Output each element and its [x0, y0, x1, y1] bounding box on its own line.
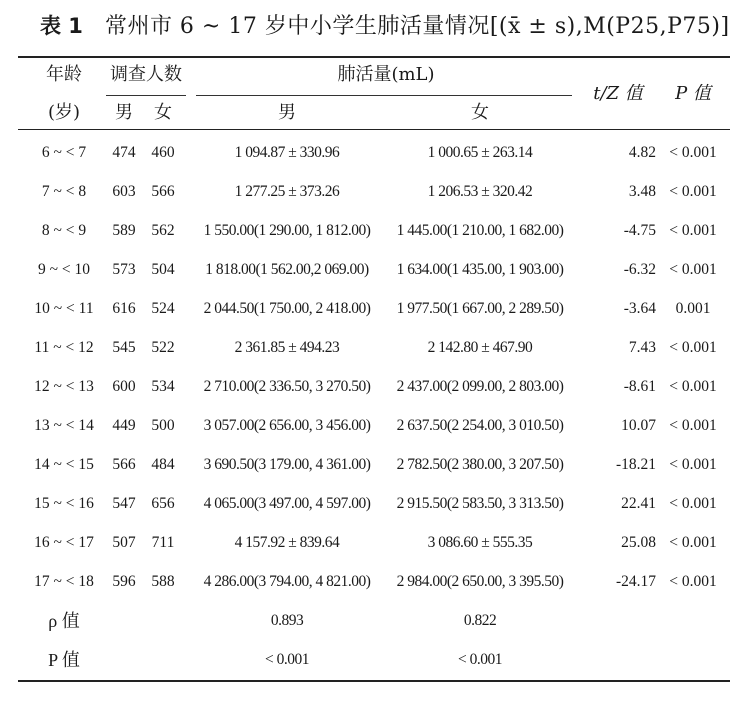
table-row — [18, 448, 730, 487]
age-cell: 17 ~ < 18 — [34, 573, 94, 590]
count-female-cell: 562 — [151, 222, 175, 239]
p-cell: < 0.001 — [669, 495, 717, 512]
capacity-male-cell: 1 550.00(1 290.00, 1 812.00) — [203, 222, 371, 239]
p-cell: < 0.001 — [669, 456, 717, 473]
table-row — [18, 214, 730, 253]
p-cell: < 0.001 — [669, 339, 717, 356]
capacity-male-cell: 1 277.25 ± 373.26 — [234, 183, 340, 200]
count-female-cell: 460 — [151, 144, 175, 161]
capacity-subrule — [196, 95, 572, 96]
header-capacity: 肺活量(mL) — [337, 64, 435, 85]
rho-male: 0.893 — [270, 612, 304, 629]
count-male-cell: 547 — [112, 495, 136, 512]
capacity-male-cell: 4 286.00(3 794.00, 4 821.00) — [203, 573, 371, 590]
header-tz: t/Z 值 — [593, 83, 643, 104]
capacity-male-cell: 1 094.87 ± 330.96 — [234, 144, 340, 161]
count-male-cell: 600 — [112, 378, 136, 395]
header-cap-female: 女 — [471, 102, 489, 123]
p-cell: < 0.001 — [669, 183, 717, 200]
capacity-male-cell: 2 710.00(2 336.50, 3 270.50) — [203, 378, 371, 395]
p-trend-label: P 值 — [48, 650, 80, 670]
capacity-female-cell: 2 637.50(2 254.00, 3 010.50) — [396, 417, 564, 434]
count-female-cell: 522 — [151, 339, 175, 356]
count-male-cell: 589 — [112, 222, 136, 239]
capacity-male-cell: 2 044.50(1 750.00, 2 418.00) — [203, 300, 371, 317]
capacity-male-cell: 3 057.00(2 656.00, 3 456.00) — [203, 417, 371, 434]
p-trend-female: < 0.001 — [458, 651, 502, 668]
age-cell: 6 ~ < 7 — [41, 144, 87, 161]
table-row — [18, 565, 730, 604]
header-age-bottom: (岁) — [47, 102, 81, 123]
capacity-female-cell: 1 445.00(1 210.00, 1 682.00) — [396, 222, 564, 239]
table-row — [18, 487, 730, 526]
tz-cell: 4.82 — [628, 144, 656, 161]
count-male-cell: 573 — [112, 261, 136, 278]
stat-row-rho — [18, 604, 730, 643]
bottom-rule — [18, 680, 730, 682]
header-age-top: 年龄 — [46, 64, 82, 85]
p-cell: < 0.001 — [669, 222, 717, 239]
p-cell: < 0.001 — [669, 417, 717, 434]
count-male-cell: 507 — [112, 534, 136, 551]
count-female-cell: 711 — [151, 534, 175, 551]
age-cell: 14 ~ < 15 — [34, 456, 94, 473]
count-male-cell: 596 — [112, 573, 136, 590]
tz-cell: -18.21 — [615, 456, 656, 473]
count-male-cell: 545 — [112, 339, 136, 356]
p-cell: < 0.001 — [669, 144, 717, 161]
header-count-female: 女 — [154, 102, 172, 123]
tz-cell: -4.75 — [623, 222, 656, 239]
count-male-cell: 474 — [112, 144, 136, 161]
count-female-cell: 484 — [151, 456, 175, 473]
capacity-female-cell: 1 977.50(1 667.00, 2 289.50) — [396, 300, 564, 317]
capacity-male-cell: 4 065.00(3 497.00, 4 597.00) — [203, 495, 371, 512]
table-row — [18, 370, 730, 409]
count-female-cell: 524 — [151, 300, 175, 317]
count-female-cell: 504 — [151, 261, 175, 278]
p-trend-male: < 0.001 — [265, 651, 309, 668]
capacity-female-cell: 1 000.65 ± 263.14 — [427, 144, 533, 161]
table-number: 表 1 — [40, 14, 83, 38]
tz-cell: -24.17 — [615, 573, 656, 590]
tz-cell: 25.08 — [621, 534, 656, 551]
table-row — [18, 409, 730, 448]
p-cell: < 0.001 — [669, 261, 717, 278]
count-male-cell: 616 — [112, 300, 136, 317]
table-row — [18, 136, 730, 175]
header-p: P 值 — [675, 83, 711, 104]
capacity-female-cell: 3 086.60 ± 555.35 — [427, 534, 533, 551]
age-cell: 7 ~ < 8 — [41, 183, 87, 200]
header-cap-male: 男 — [278, 102, 296, 123]
age-cell: 15 ~ < 16 — [34, 495, 94, 512]
rho-female: 0.822 — [463, 612, 497, 629]
tz-cell: -6.32 — [623, 261, 656, 278]
p-cell: < 0.001 — [669, 573, 717, 590]
age-cell: 10 ~ < 11 — [34, 300, 94, 317]
table-caption: 常州市 6 ~ 17 岁中小学生肺活量情况[(x̄ ± s),M(P25,P75)] — [104, 14, 730, 39]
count-female-cell: 534 — [151, 378, 175, 395]
capacity-male-cell: 2 361.85 ± 494.23 — [234, 339, 340, 356]
capacity-female-cell: 1 206.53 ± 320.42 — [427, 183, 533, 200]
tz-cell: -8.61 — [623, 378, 656, 395]
header-rule — [18, 129, 730, 130]
count-male-cell: 566 — [112, 456, 136, 473]
capacity-male-cell: 3 690.50(3 179.00, 4 361.00) — [203, 456, 371, 473]
count-male-cell: 603 — [112, 183, 136, 200]
table-row — [18, 292, 730, 331]
capacity-female-cell: 2 915.50(2 583.50, 3 313.50) — [396, 495, 564, 512]
table-body — [18, 136, 730, 682]
table-row — [18, 175, 730, 214]
table-title — [40, 6, 740, 46]
age-cell: 11 ~ < 12 — [34, 339, 94, 356]
capacity-male-cell: 1 818.00(1 562.00,2 069.00) — [205, 261, 369, 278]
age-cell: 9 ~ < 10 — [37, 261, 90, 278]
count-female-cell: 500 — [151, 417, 175, 434]
count-female-cell: 656 — [151, 495, 175, 512]
capacity-female-cell: 2 437.00(2 099.00, 2 803.00) — [396, 378, 564, 395]
capacity-female-cell: 2 782.50(2 380.00, 3 207.50) — [396, 456, 564, 473]
count-male-cell: 449 — [112, 417, 136, 434]
tz-cell: 3.48 — [628, 183, 656, 200]
age-cell: 8 ~ < 9 — [41, 222, 87, 239]
tz-cell: -3.64 — [623, 300, 656, 317]
header-count-male: 男 — [115, 102, 133, 123]
capacity-female-cell: 2 142.80 ± 467.90 — [427, 339, 533, 356]
age-cell: 13 ~ < 14 — [34, 417, 94, 434]
table-row — [18, 253, 730, 292]
capacity-female-cell: 2 984.00(2 650.00, 3 395.50) — [396, 573, 564, 590]
p-cell: < 0.001 — [669, 378, 717, 395]
capacity-female-cell: 1 634.00(1 435.00, 1 903.00) — [396, 261, 564, 278]
rho-label: ρ 值 — [48, 611, 80, 631]
top-rule — [18, 56, 730, 58]
stat-row-p — [18, 643, 730, 682]
p-cell: 0.001 — [675, 300, 711, 317]
capacity-male-cell: 4 157.92 ± 839.64 — [234, 534, 340, 551]
count-female-cell: 588 — [151, 573, 175, 590]
p-cell: < 0.001 — [669, 534, 717, 551]
table-row — [18, 331, 730, 370]
tz-cell: 10.07 — [621, 417, 656, 434]
count-female-cell: 566 — [151, 183, 175, 200]
header-count: 调查人数 — [110, 64, 182, 85]
age-cell: 12 ~ < 13 — [34, 378, 94, 395]
table-row — [18, 526, 730, 565]
count-subrule — [106, 95, 186, 96]
tz-cell: 7.43 — [628, 339, 656, 356]
age-cell: 16 ~ < 17 — [34, 534, 94, 551]
tz-cell: 22.41 — [621, 495, 656, 512]
